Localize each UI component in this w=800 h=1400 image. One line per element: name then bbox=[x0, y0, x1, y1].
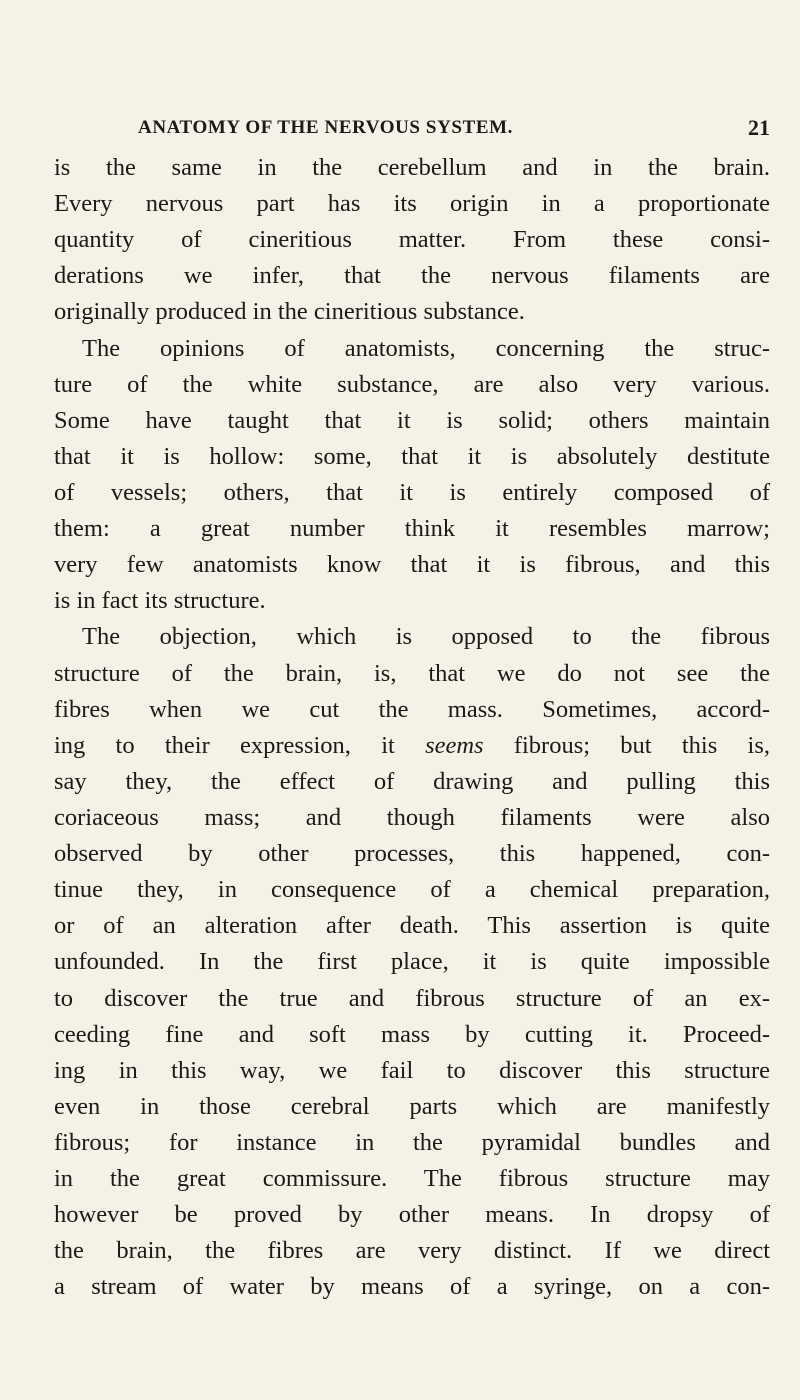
text-line: observed by other processes, this happened, con- bbox=[54, 840, 770, 868]
running-head-title: ANATOMY OF THE NERVOUS SYSTEM. bbox=[138, 117, 514, 138]
text-line: fibres when we cut the mass. Sometimes, accord- bbox=[54, 695, 770, 723]
text-line: them: a great number think it resembles marrow; bbox=[54, 515, 770, 543]
text-line: quantity of cineritious matter. From these consi- bbox=[54, 226, 770, 254]
text-line: tinue they, in consequence of a chemical preparation, bbox=[54, 876, 770, 904]
text-line: of vessels; others, that it is entirely composed of bbox=[54, 478, 770, 506]
text-line: Some have taught that it is solid; others maintain bbox=[54, 406, 770, 434]
text-line-with-emphasis bbox=[54, 728, 770, 764]
body-text bbox=[54, 150, 770, 1306]
text-line: derations we infer, that the nervous filaments are bbox=[54, 262, 770, 290]
text-line: a stream of water by means of a syringe, on a con- bbox=[54, 1273, 770, 1301]
text-line: coriaceous mass; and though filaments were also bbox=[54, 803, 770, 831]
text-line: that it is hollow: some, that it is absolutely destitute bbox=[54, 442, 770, 470]
text-line: fibrous; for instance in the pyramidal bundles and bbox=[54, 1128, 770, 1156]
text-line: ture of the white substance, are also very various. bbox=[54, 370, 770, 398]
text-line: say they, the effect of drawing and pulling this bbox=[54, 767, 770, 795]
paragraph-start-line: The objection, which is opposed to the fibrous bbox=[82, 623, 770, 651]
text-segment: ing to their expression, it bbox=[54, 731, 426, 759]
text-line: originally produced in the cineritious substance. bbox=[54, 298, 525, 326]
text-line: Every nervous part has its origin in a proportionate bbox=[54, 190, 770, 218]
text-line: the brain, the fibres are very distinct. If we direct bbox=[54, 1237, 770, 1265]
text-line: in the great commissure. The fibrous structure may bbox=[54, 1165, 770, 1193]
text-line: ceeding fine and soft mass by cutting it. Proceed- bbox=[54, 1020, 770, 1048]
text-line: is in fact its structure. bbox=[54, 587, 266, 615]
text-line: is the same in the cerebellum and in the brain. bbox=[54, 154, 770, 181]
text-line: however be proved by other means. In dropsy of bbox=[54, 1201, 770, 1229]
text-line: very few anatomists know that it is fibrous, and this bbox=[54, 551, 770, 579]
text-line: unfounded. In the first place, it is quite impossible bbox=[54, 948, 770, 976]
text-line: or of an alteration after death. This assertion is quite bbox=[54, 912, 770, 940]
paragraph-start-line: The opinions of anatomists, concerning the struc- bbox=[82, 334, 770, 362]
text-segment: fibrous; but this is, bbox=[483, 731, 770, 759]
text-line: ing in this way, we fail to discover this structure bbox=[54, 1056, 770, 1084]
text-line: to discover the true and fibrous structure of an ex- bbox=[54, 984, 770, 1012]
page-number: 21 bbox=[748, 115, 770, 140]
text-line: structure of the brain, is, that we do not see the bbox=[54, 659, 770, 687]
running-head bbox=[138, 110, 770, 146]
text-line: even in those cerebral parts which are manifestly bbox=[54, 1092, 770, 1120]
italic-emphasis: seems bbox=[425, 731, 484, 759]
